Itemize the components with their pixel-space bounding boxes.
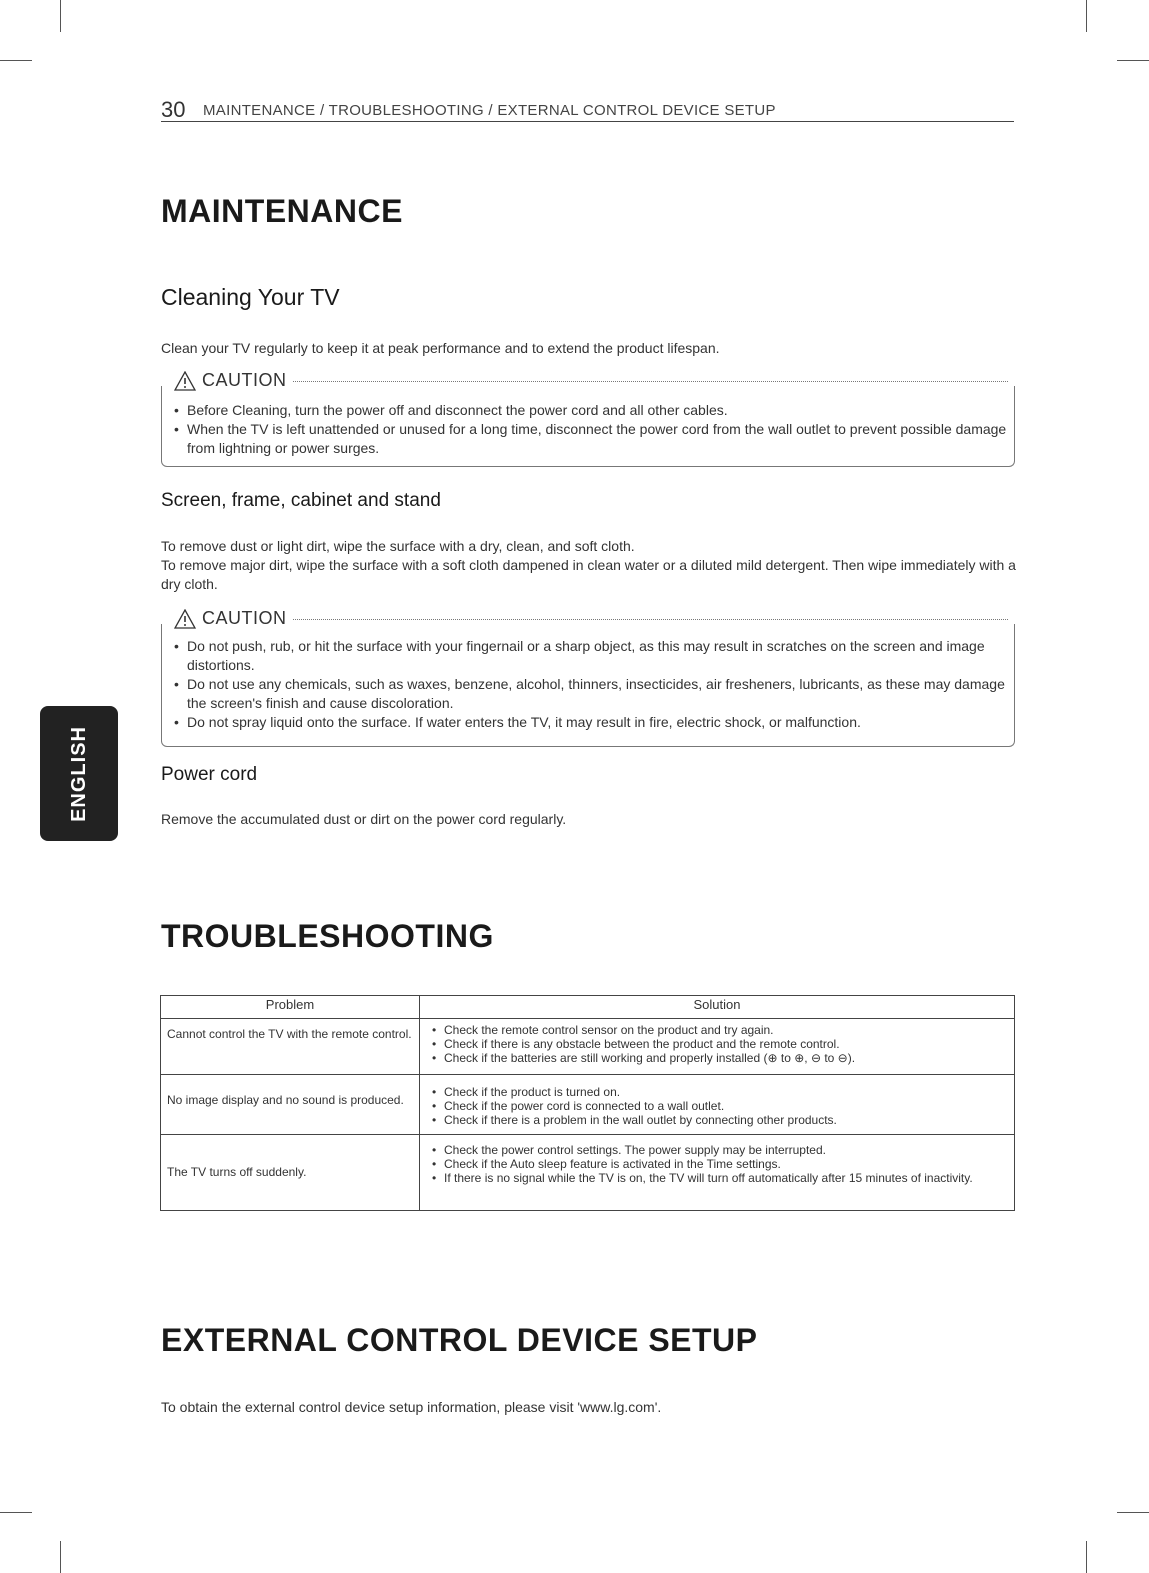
problem-cell: The TV turns off suddenly. [161, 1135, 420, 1211]
crop-mark [1086, 0, 1087, 32]
warning-triangle-icon [174, 609, 196, 629]
caution-rule [292, 381, 1008, 382]
power-cord-heading: Power cord [161, 764, 258, 785]
table-row [161, 1135, 1015, 1211]
solution-item: • Check if the Auto sleep feature is activated in the Time settings. [426, 1157, 1008, 1171]
solution-item: • Check the remote control sensor on the product and try again. [426, 1023, 1008, 1037]
caution-box-cleaning [161, 370, 1015, 467]
solution-cell [420, 1019, 1015, 1075]
crop-mark [60, 1541, 61, 1573]
solution-column-header: Solution [420, 996, 1015, 1019]
crop-mark [1117, 60, 1149, 61]
power-cord-text: Remove the accumulated dust or dirt on the power cord regularly. [161, 811, 567, 827]
problem-cell: No image display and no sound is produced. [161, 1075, 420, 1135]
solution-item: • If there is no signal while the TV is on, the TV will turn off automatically after 15 minutes of inactivity. [426, 1171, 1008, 1185]
cleaning-intro: Clean your TV regularly to keep it at peak performance and to extend the product lifespan. [161, 340, 720, 356]
header-section-title: MAINTENANCE / TROUBLESHOOTING / EXTERNAL CONTROL DEVICE SETUP [203, 102, 776, 119]
cleaning-heading: Cleaning Your TV [161, 284, 340, 310]
caution-item: • Do not spray liquid onto the surface. If water enters the TV, it may result in fire, electric shock, or malfunction. [162, 713, 1014, 732]
solution-cell [420, 1075, 1015, 1135]
crop-mark [1117, 1512, 1149, 1513]
solution-item: • Check if the power cord is connected to a wall outlet. [426, 1099, 1008, 1113]
screen-para-1: To remove dust or light dirt, wipe the surface with a dry, clean, and soft cloth. [161, 538, 635, 554]
troubleshooting-heading: TROUBLESHOOTING [161, 918, 494, 954]
solution-list [426, 1023, 1008, 1065]
caution-label: CAUTION [202, 370, 287, 390]
language-side-tab [40, 706, 118, 841]
crop-mark [60, 0, 61, 32]
table-row [161, 1019, 1015, 1075]
solution-list [426, 1085, 1008, 1127]
table-row [161, 1075, 1015, 1135]
running-header [161, 99, 1014, 122]
external-control-heading: EXTERNAL CONTROL DEVICE SETUP [161, 1322, 758, 1358]
external-control-text: To obtain the external control device setup information, please visit 'www.lg.com'. [161, 1399, 662, 1415]
screen-para-2: To remove major dirt, wipe the surface with a soft cloth dampened in clean water or a diluted mild detergent. Then wipe immediately with a dry cloth. [161, 557, 1016, 592]
caution-header [170, 608, 293, 629]
caution-list [162, 624, 1014, 732]
solution-item: • Check if there is a problem in the wall outlet by connecting other products. [426, 1113, 1008, 1127]
crop-mark [0, 1512, 32, 1513]
solution-cell [420, 1135, 1015, 1211]
caution-rule [292, 619, 1008, 620]
caution-item: • When the TV is left unattended or unused for a long time, disconnect the power cord from the wall outlet to prevent possible damage from lightning or power surges. [162, 420, 1014, 458]
maintenance-heading: MAINTENANCE [161, 193, 403, 229]
caution-item: • Do not use any chemicals, such as waxes, benzene, alcohol, thinners, insecticides, air fresheners, lubricants, as these may damage the screen's finish and cause discoloration. [162, 675, 1014, 713]
caution-label: CAUTION [202, 608, 287, 628]
caution-item: • Before Cleaning, turn the power off and disconnect the power cord and all other cables. [162, 401, 1014, 420]
solution-item: • Check if the product is turned on. [426, 1085, 1008, 1099]
caution-list [162, 386, 1014, 458]
solution-item: • Check the power control settings. The power supply may be interrupted. [426, 1143, 1008, 1157]
caution-header [170, 370, 293, 391]
page-number: 30 [161, 97, 186, 122]
problem-cell: Cannot control the TV with the remote control. [161, 1019, 420, 1075]
troubleshooting-table [160, 995, 1015, 1211]
caution-box-screen [161, 608, 1015, 747]
problem-column-header: Problem [161, 996, 420, 1019]
table-header-row [161, 996, 1015, 1019]
language-tab-label: ENGLISH [67, 725, 90, 822]
solution-item: • Check if there is any obstacle between the product and the remote control. [426, 1037, 1008, 1051]
solution-item: • Check if the batteries are still working and properly installed (⊕ to ⊕, ⊖ to ⊖). [426, 1051, 1008, 1065]
crop-mark [1086, 1541, 1087, 1573]
crop-mark [0, 60, 32, 61]
warning-triangle-icon [174, 371, 196, 391]
solution-list [426, 1143, 1008, 1185]
caution-item: • Do not push, rub, or hit the surface with your fingernail or a sharp object, as this may result in scratches on the screen and image distortions. [162, 637, 1014, 675]
screen-heading: Screen, frame, cabinet and stand [161, 490, 441, 511]
